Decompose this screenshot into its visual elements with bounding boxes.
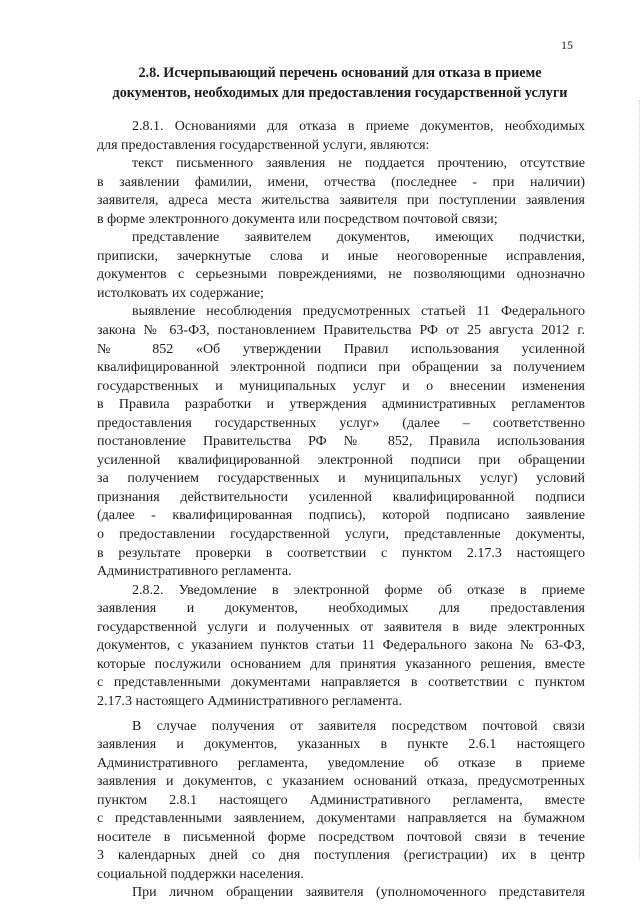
text-line: 2.8.2. Уведомление в электронной форме об отказе в приеме [132, 582, 585, 598]
text-line: носителе в письменной форме посредством почтовой связи в течение [97, 829, 585, 845]
text-line: государственных и муниципальных услуг и о внесении изменения [97, 378, 585, 394]
text-line: Административного регламента. [97, 564, 292, 580]
text-line: пунктом 2.8.1 настоящего Административного регламента, вместе [97, 792, 585, 808]
body-text [97, 118, 585, 903]
text-line: 3 календарных дней со дня поступления (регистрации) их в центр [97, 848, 585, 864]
text-line: В случае получения от заявителя посредством почтовой связи [132, 718, 585, 734]
text-line: с представленными заявлением, документами направляется на бумажном [97, 811, 585, 827]
text-line: истолковать их содержание; [97, 285, 264, 301]
text-line: 2.17.3 настоящего Административного регламента. [97, 693, 402, 709]
text-line: в форме электронного документа или посредством почтовой связи; [97, 211, 498, 227]
text-line: предоставления государственных услуг» (далее – соответственно [97, 415, 585, 431]
text-line: заявителя, адреса места жительства заявителя при поступлении заявления [97, 193, 585, 209]
text-line: (далее - квалифицированная подпись), которой подписано заявление [97, 508, 585, 524]
text-line: квалифицированной электронной подписи при обращении за получением [97, 360, 585, 376]
text-line: 2.8.1. Основаниями для отказа в приеме документов, необходимых [132, 119, 585, 134]
section-heading-line-1: 2.8. Исчерпывающий перечень оснований для отказа в приеме [138, 65, 542, 81]
text-line: которые послужили основанием для принятия указанного решения, вместе [97, 656, 585, 672]
text-line: представление заявителем документов, имеющих подчистки, [132, 230, 585, 246]
text-line: документов, с указанием пунктов статьи 11 Федерального закона № 63-ФЗ, [97, 638, 585, 654]
section-heading [96, 63, 584, 103]
text-line: заявления и документов, необходимых для предоставления [97, 601, 585, 617]
text-line: для предоставления государственной услуги, являются: [97, 137, 430, 153]
text-line: в заявлении фамилии, имени, отчества (последнее - при наличии) [97, 174, 585, 190]
text-line: № 852 «Об утверждении Правил использования усиленной [97, 341, 585, 357]
text-line: выявление несоблюдения предусмотренных статьей 11 Федерального [132, 304, 585, 320]
text-line: заявления и документов, указанных в пункте 2.6.1 настоящего [97, 737, 585, 753]
text-line: в Правила разработки и утверждения административных регламентов [97, 397, 585, 413]
text-line: за получением государственных и муниципальных услуг) условий [97, 471, 585, 487]
page-number: 15 [561, 38, 573, 52]
text-line: признания действительности усиленной квалифицированной подписи [97, 489, 585, 505]
text-line: текст письменного заявления не поддается прочтению, отсутствие [132, 156, 585, 172]
text-line: закона № 63-ФЗ, постановлением Правительства РФ от 25 августа 2012 г. [97, 323, 585, 339]
text-line: социальной поддержки населения. [97, 866, 304, 882]
text-line: постановление Правительства РФ № 852, Правила использования [97, 434, 585, 450]
text-line: При личном обращении заявителя (уполномоченного представителя [132, 885, 585, 901]
text-line: документов с серьезными повреждениями, не позволяющими однозначно [97, 267, 585, 283]
text-line: приписки, зачеркнутые слова и иные неоговоренные исправления, [97, 248, 585, 264]
text-line: усиленной квалифицированной электронной подписи при обращении [97, 452, 585, 468]
text-line: с представленными документами направляется в соответствии с пунктом [97, 675, 585, 691]
text-line: в результате проверки в соответствии с пунктом 2.17.3 настоящего [97, 545, 585, 561]
text-line: о предоставлении государственной услуги, представленные документы, [97, 527, 585, 543]
text-line: Административного регламента, уведомление об отказе в приеме [97, 755, 585, 771]
text-line: государственной услуги и полученных от заявителя в виде электронных [97, 619, 585, 635]
section-heading-line-2: документов, необходимых для предоставления государственной услуги [112, 85, 568, 101]
scan-edge-marks [633, 100, 640, 860]
text-line: заявления и документов, с указанием оснований отказа, предусмотренных [97, 774, 585, 790]
